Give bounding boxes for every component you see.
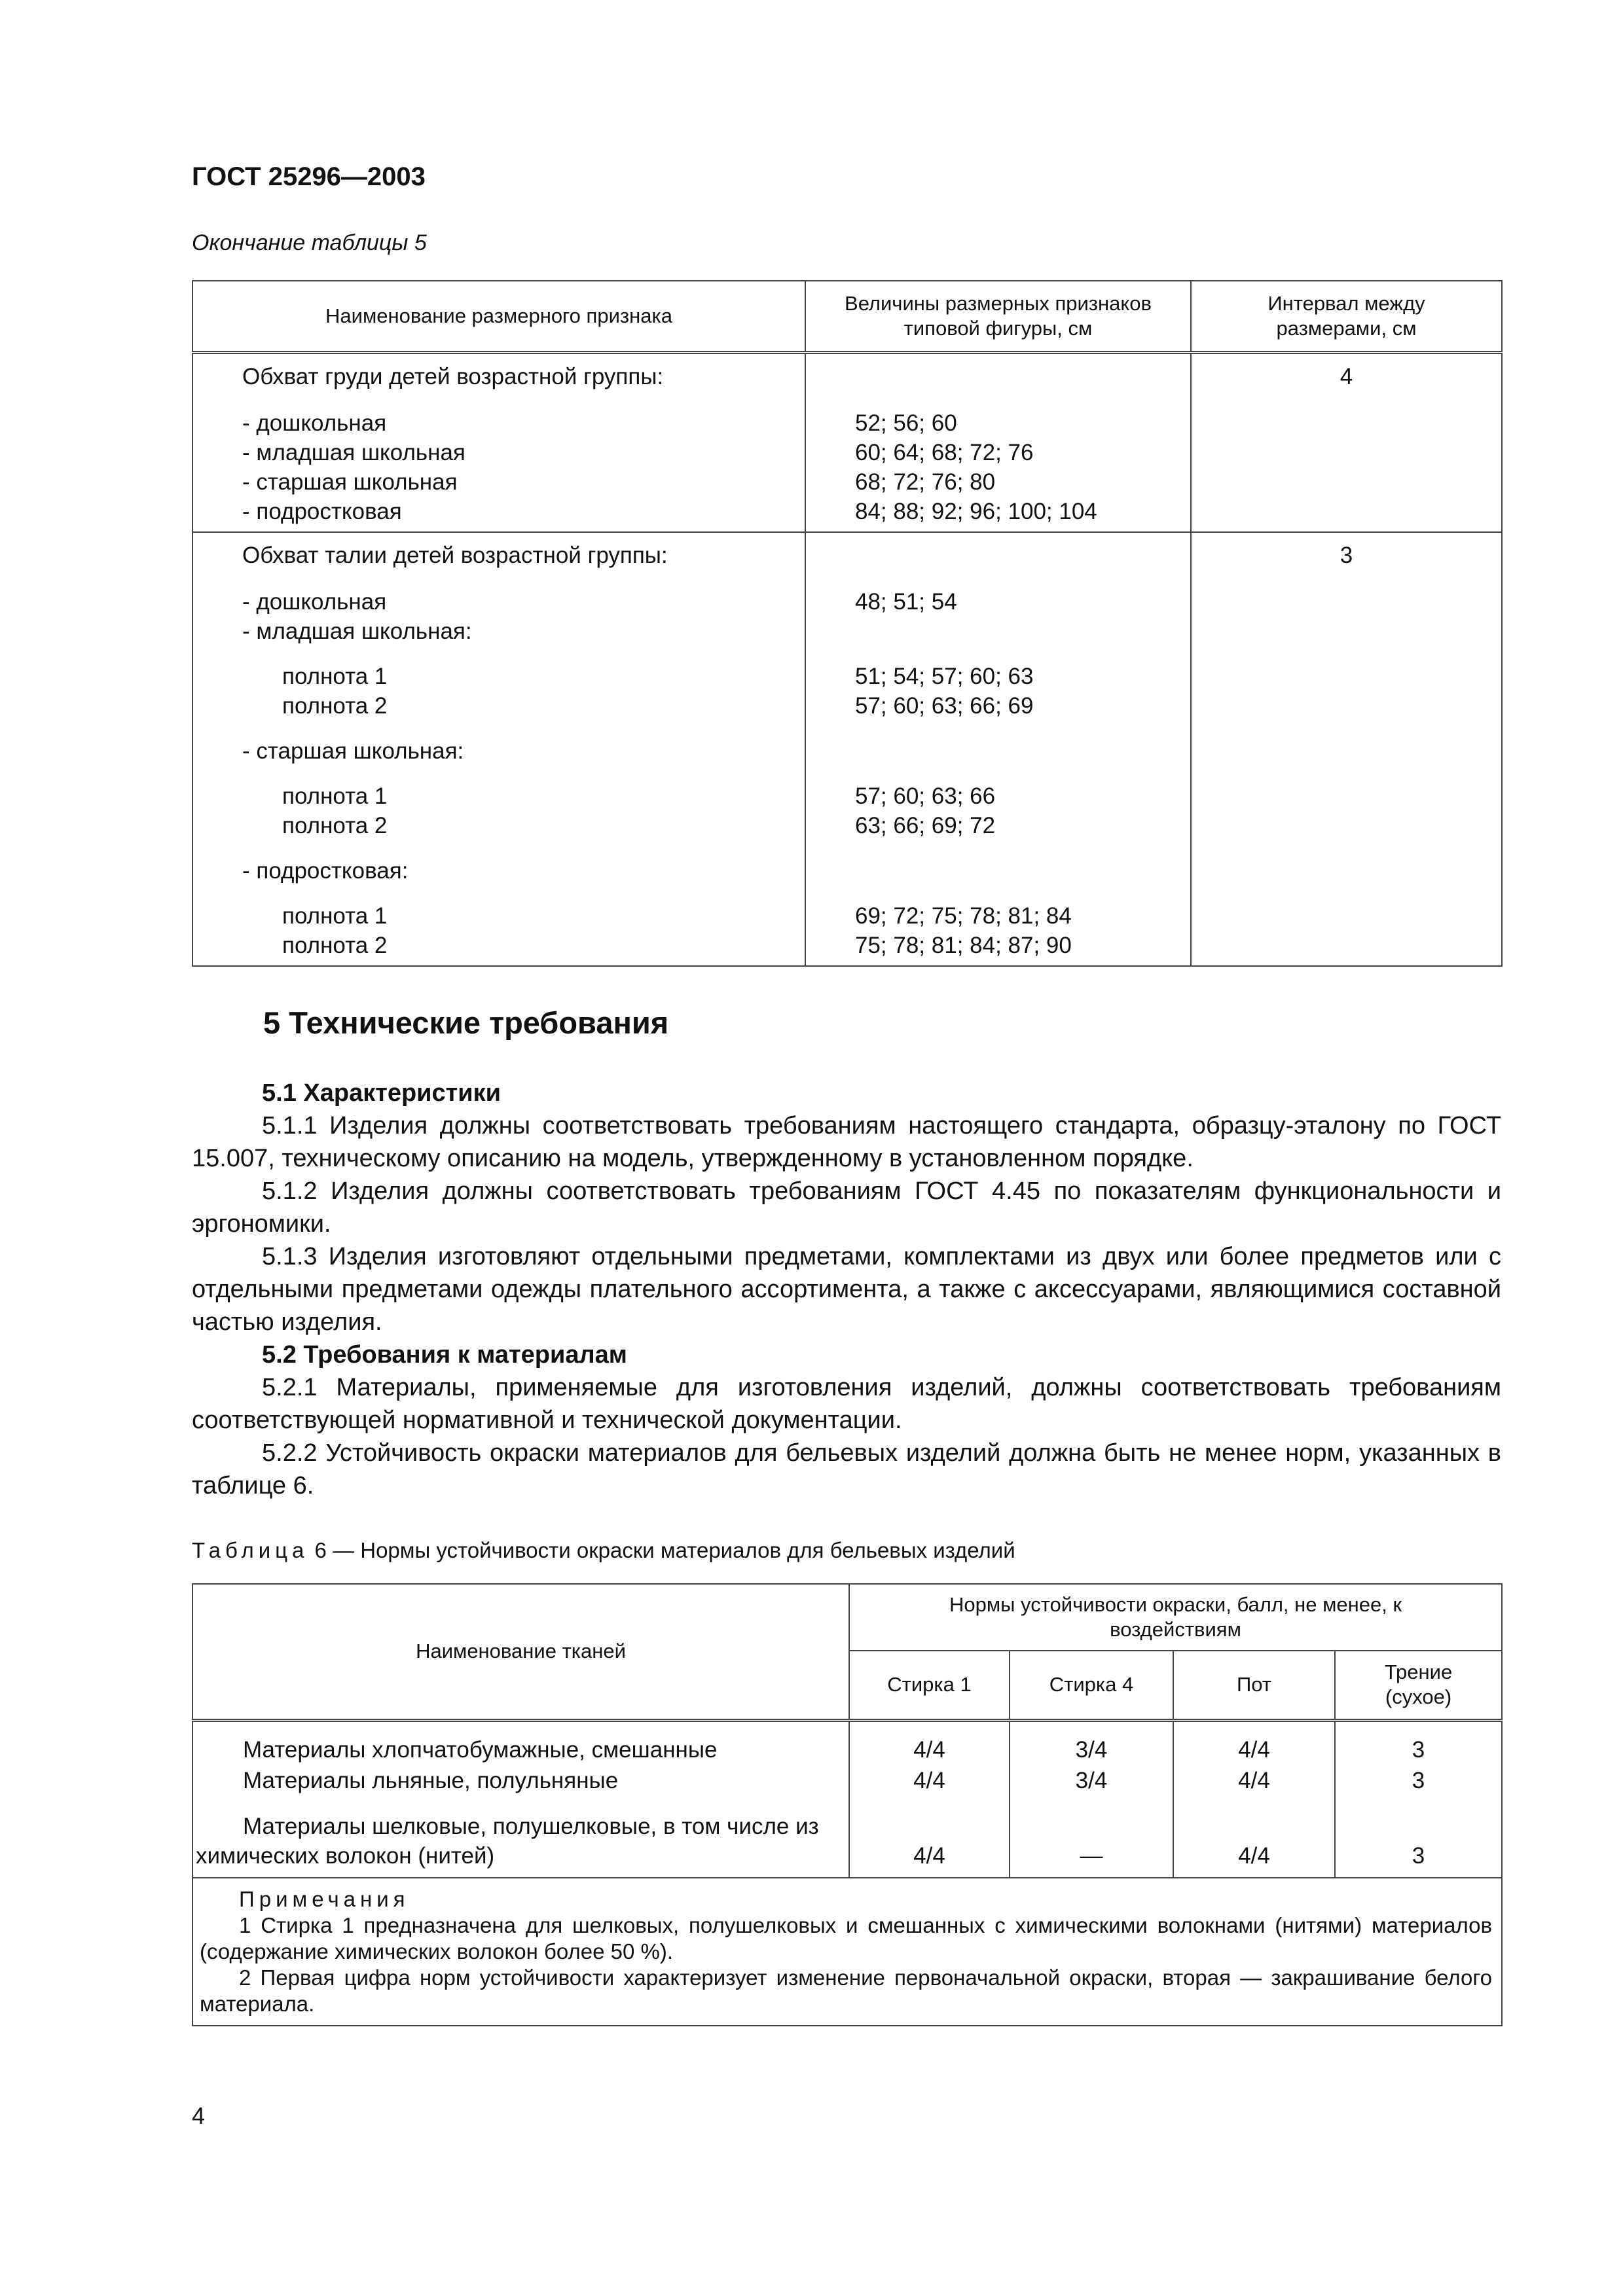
row-name: Материалы льняные, полульняные — [192, 1765, 849, 1809]
section-5-heading: 5 Технические требования — [263, 1005, 669, 1040]
row-label: - подростковая — [242, 499, 402, 524]
cell-value: 4/4 — [1173, 1765, 1335, 1809]
row-label: - младшая школьная: — [242, 619, 472, 644]
document-code: ГОСТ 25296—2003 — [192, 162, 426, 191]
table5-header-name: Наименование размерного признака — [192, 281, 805, 353]
paragraph-5-1-2: 5.1.2 Изделия должны соответствовать требованиям ГОСТ 4.45 по показателям функциональности и эргономики. — [192, 1177, 1501, 1238]
row-values: 69; 72; 75; 78; 81; 84 — [855, 903, 1072, 929]
table6-caption-label: Таблица — [192, 1538, 309, 1562]
note-1: 1 Стирка 1 предназначена для шелковых, полушелковых и смешанных с химическими волокнами (нитями) материалов (содержание химических волокон более 50 %). — [200, 1913, 1493, 1964]
cell-value: 4/4 — [849, 1765, 1010, 1809]
table6-subheader: Стирка 4 — [1010, 1651, 1173, 1720]
row-values: 84; 88; 92; 96; 100; 104 — [855, 499, 1097, 524]
group-interval: 3 — [1340, 543, 1353, 568]
row-label: - старшая школьная: — [242, 738, 464, 764]
group-interval: 4 — [1340, 364, 1353, 389]
paragraph-5-2-1: 5.2.1 Материалы, применяемые для изготовления изделий, должны соответствовать требованиям соответствующей нормативной и технической документации. — [192, 1374, 1501, 1434]
row-values: 63; 66; 69; 72 — [855, 813, 996, 838]
page-number: 4 — [192, 2102, 206, 2129]
table6-notes — [192, 1878, 1502, 2026]
group-title: Обхват груди детей возрастной группы: — [242, 364, 664, 389]
table-5 — [192, 280, 1503, 967]
row-label: полнота 1 — [282, 664, 388, 689]
table6-header-name: Наименование тканей — [192, 1584, 849, 1720]
row-label: полнота 2 — [282, 693, 388, 719]
cell-value: 3 — [1335, 1720, 1502, 1765]
note-2: 2 Первая цифра норм устойчивости характеризует изменение первоначальной окраски, вторая — закрашивание белого материала. — [200, 1965, 1493, 2016]
row-label: - дошкольная — [242, 589, 387, 615]
row-label: - старшая школьная — [242, 469, 458, 495]
table-row — [192, 1720, 1502, 1765]
row-values: 51; 54; 57; 60; 63 — [855, 664, 1034, 689]
cell-value: 4/4 — [849, 1720, 1010, 1765]
cell-value: — — [1010, 1809, 1173, 1878]
paragraph-5-1-1: 5.1.1 Изделия должны соответствовать требованиям настоящего стандарта, образцу-эталону по ГОСТ 15.007, техническому описанию на модель, утвержденному в установленном порядке. — [192, 1112, 1501, 1172]
row-name-line: химических волокон (нитей) — [196, 1843, 495, 1869]
row-label: полнота 2 — [282, 933, 388, 958]
row-name: Материалы хлопчатобумажные, смешанные — [192, 1720, 849, 1765]
row-values: 60; 64; 68; 72; 76 — [855, 440, 1034, 465]
table5-group-chest — [192, 353, 1502, 533]
row-label: - дошкольная — [242, 410, 387, 436]
table6-subheader: Стирка 1 — [849, 1651, 1010, 1720]
table6-header-group: Нормы устойчивости окраски, балл, не менее, к воздействиям — [849, 1584, 1502, 1651]
cell-value: 3 — [1335, 1809, 1502, 1878]
row-values: 68; 72; 76; 80 — [855, 469, 996, 495]
table-row — [192, 1809, 1502, 1878]
table-6 — [192, 1583, 1503, 2026]
table6-caption-text: 6 — Нормы устойчивости окраски материалов для бельевых изделий — [308, 1538, 1015, 1562]
paragraph-5-1-3: 5.1.3 Изделия изготовляют отдельными предметами, комплектами из двух или более предметов или с отдельными предметами одежды плательного ассортимента, а также с аксессуарами, являющимися составной частью изделия. — [192, 1243, 1501, 1336]
row-label: полнота 1 — [282, 903, 388, 929]
group-title: Обхват талии детей возрастной группы: — [242, 543, 668, 568]
cell-value: 3/4 — [1010, 1765, 1173, 1809]
row-label: полнота 1 — [282, 783, 388, 809]
row-label: полнота 2 — [282, 813, 388, 838]
row-values: 57; 60; 63; 66 — [855, 783, 996, 809]
notes-title: Примечания — [239, 1887, 410, 1911]
row-label: - подростковая: — [242, 858, 409, 884]
table5-header-values: Величины размерных признаков типовой фигуры, см — [805, 281, 1191, 353]
row-values: 52; 56; 60 — [855, 410, 957, 436]
row-label: - младшая школьная — [242, 440, 465, 465]
row-values: 48; 51; 54 — [855, 589, 957, 615]
cell-value: 4/4 — [1173, 1809, 1335, 1878]
cell-value: 4/4 — [849, 1809, 1010, 1878]
row-values: 57; 60; 63; 66; 69 — [855, 693, 1034, 719]
cell-value: 3 — [1335, 1765, 1502, 1809]
row-name-line: Материалы шелковые, полушелковые, в том числе из — [243, 1814, 819, 1839]
cell-value: 4/4 — [1173, 1720, 1335, 1765]
row-values: 75; 78; 81; 84; 87; 90 — [855, 933, 1072, 958]
row-name — [192, 1809, 849, 1878]
table5-group-waist — [192, 532, 1502, 966]
section-5-body — [192, 1077, 1501, 1502]
table6-caption — [192, 1538, 1015, 1563]
cell-value: 3/4 — [1010, 1720, 1173, 1765]
table-row — [192, 1765, 1502, 1809]
section-5-2-heading: 5.2 Требования к материалам — [262, 1341, 627, 1369]
section-5-1-heading: 5.1 Характеристики — [262, 1079, 501, 1107]
table5-header-interval: Интервал между размерами, см — [1191, 281, 1502, 353]
table5-caption: Окончание таблицы 5 — [192, 230, 427, 255]
table6-notes-row — [192, 1878, 1502, 2026]
table6-subheader: Трение (сухое) — [1335, 1651, 1502, 1720]
table6-subheader: Пот — [1173, 1651, 1335, 1720]
paragraph-5-2-2: 5.2.2 Устойчивость окраски материалов для бельевых изделий должна быть не менее норм, указанных в таблице 6. — [192, 1439, 1501, 1499]
